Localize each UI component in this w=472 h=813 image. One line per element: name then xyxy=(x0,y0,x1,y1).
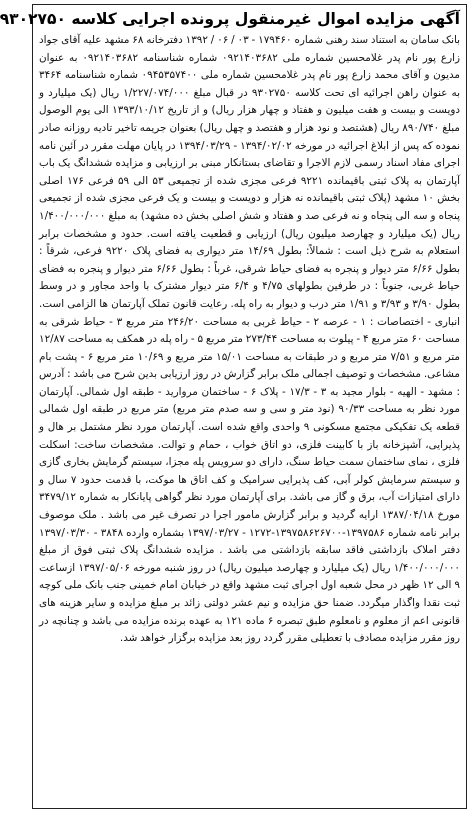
auction-notice xyxy=(0,4,467,809)
notice-body-text: بانک سامان به استناد سند رهنی شماره ۱۷۹۴۶۰ - ۰۳ / ۰۶ / ۱۳۹۲ دفترخانه ۶۸ مشهد علیه آقای جواد زارع پور نام پدر غلامحسین شماره ملی ۰۹۲۱۴۰۳۶۸۲ شماره شناسنامه ۰۹۲۱۴۰۳۶۸۲ به عنوان مدیون و آقای محمد زارع پور نام پدر غلامحسین شماره ملی ۰۹۴۵۳۵۷۴۰۰ شماره شناسنامه ۳۴۶۴ به عنوان راهن اجرائیه ای تحت کلاسه ۹۳۰۲۷۵۰ در قبال مبلغ ۱/۲۲۷/۰۷۴/۰۰۰ ریال (یک میلیارد و دویست و بیست و هفت میلیون و هفتاد و چهار هزار ریال) و از تاریخ ۱۳۹۳/۱۰/۱۲ الی یوم الوصول مبلغ ۸۹۰/۷۴۰ ریال (هشتصد و نود هزار و هفتصد و چهل ریال) بعنوان جریمه تاخیر تادیه روزانه صادر نموده که پس از ابلاغ اجرائیه در مورخه ۱۳۹۴/۰۲/۰۲ - ۱۳۹۴/۰۳/۲۹ در پایان مهلت مقرر در آئین نامه اجرای مفاد اسناد رسمی لازم الاجرا و تقاضای بستانکار مبنی بر ارزیابی و مزایده ششدانگ یک باب آپارتمان به پلاک ثبتی باقیمانده ۹۲۲۱ فرعی مجزی شده از تجمیعی ۵۳ الی ۵۹ فرعی ۱۷۶ اصلی بخش ۱۰ مشهد (پلاک ثبتی باقیمانده نه هزار و دویست و بیست و یک فرعی مجزی شده از تجمیعی پنجاه و سه الی پنجاه و نه فرعی صد و هفتاد و شش اصلی بخش ده مشهد) به مبلغ ۱/۴۰۰/۰۰۰/۰۰۰ ریال (یک میلیارد و چهارصد میلیون ریال) ارزیابی و قطعیت یافته است. حدود و مشخصات برابر استعلام به شرح ذیل است : شمالاً: بطول ۱۴/۶۹ متر دیواری به فضای پلاک ۹۲۲۰ فرعی، شرقاً : بطول ۶/۶۶ متر دیوار و پنجره به فضای حیاط شرقی، غرباً : بطول ۶/۶۶ متر دیوار و پنجره به فضای حیاط غربی، جنوباً : در طرفین بطولهای ۴/۷۵ و ۶/۴ متر دیوار مشترک با واحد مجاور و در وسط بطول ۳/۹۰ و ۳/۹۳ و ۱/۹۱ متر درب و دیوار به راه پله. رعایت قانون تملک آپارتمان ها الزامی است. انباری - اختصاصات : ۱ - عرصه ۲ - حیاط غربی به مساحت ۲۴۶/۲۰ متر مربع ۳ - حیاط شرقی به مساحت ۶۰ متر مربع ۴ - پیلوت به مساحت ۲۷۳/۴۴ متر مربع ۵ - راه پله در همکف به مساحت ۱۲/۸۷ متر مربع و ۷/۵۱ متر مربع و در طبقات به مساحت ۱۵/۰۱ متر مربع و ۱۰/۶۹ متر مربع ۶ - پشت بام مشاعی. مشخصات و توصیف اجمالی ملک برابر گزارش در روز ارزیابی بدین شرح می باشد : آدرس : مشهد - الهیه - بلوار مجید به ۳ - ۱۷/۳ - پلاک ۶ - ساختمان مروارید - طبقه اول شمالی. آپارتمان مورد نظر به مساحت ۹۰/۳۳ (نود متر و سی و سه صدم متر مربع) متر مربع در طبقه اول شمالی قطعه یک تفکیکی مجتمع مسکونی ۹ واحدی واقع شده است. آپارتمان مورد نظر مشتمل بر هال و پذیرایی، آشپزخانه باز با کابینت فلزی، دو اتاق خواب ، حمام و توالت. مشخصات ساخت: اسکلت فلزی ، نمای ساختمان سمت حیاط سنگ، دارای دو سرویس پله مجزا، سیستم گرمایش بخاری گازی و سیستم سرمایش کولر آبی، کف پذیرایی سرامیک و کف اتاق ها موکت، با قدمت حدود ۷ سال و دارای امتیازات آب، برق و گاز می باشد. برای آپارتمان مورد نظر گواهی پایانکار به شماره ۳۴۷۹/۱۲ مورخ ۱۳۸۷/۰۴/۱۸ ارایه گردید و برابر گزارش مامور اجرا در تصرف غیر می باشد . ملک موصوف برابر نامه شماره ۱۳۹۷۵۸۶-۱۳۹۷۵۸۶۲۶۷۰۰-۱۲۷۲ - ۱۳۹۷/۰۳/۲۷ بشماره وارده ۳۸۴۸ - ۱۳۹۷/۰۳/۳۰ دفتر املاک بازداشتی فاقد سابقه بازداشتی می باشد . مزایده ششدانگ پلاک ثبتی فوق از مبلغ ۱/۴۰۰/۰۰۰/۰۰۰ ریال (یک میلیارد و چهارصد میلیون ریال) در روز شنبه مورخه ۱۳۹۷/۰۵/۰۶ ازساعت ۹ الی ۱۲ ظهر در محل شعبه اول اجرای ثبت مشهد واقع در خیابان امام خمینی جنب بانک ملی کوچه ثبت نقدا واگذار میگردد. ضمنا حق مزایده و نیم عشر دولتی زائد بر مبلغ مزایده و سایر هزینه های قانونی اعم از معلوم و نامعلوم طبق تبصره ۶ ماده ۱۲۱ به عهده برنده مزایده می باشد و چنانچه در روز مقرر مزایده مصادف با تعطیلی مقرر گردد روز بعد مزایده برگزار خواهد شد. xyxy=(39,34,461,645)
notice-title: آگهی مزایده اموال غیرمنقول پرونده اجرایی کلاسه ۹۳۰۲۷۵۰ xyxy=(0,10,460,28)
